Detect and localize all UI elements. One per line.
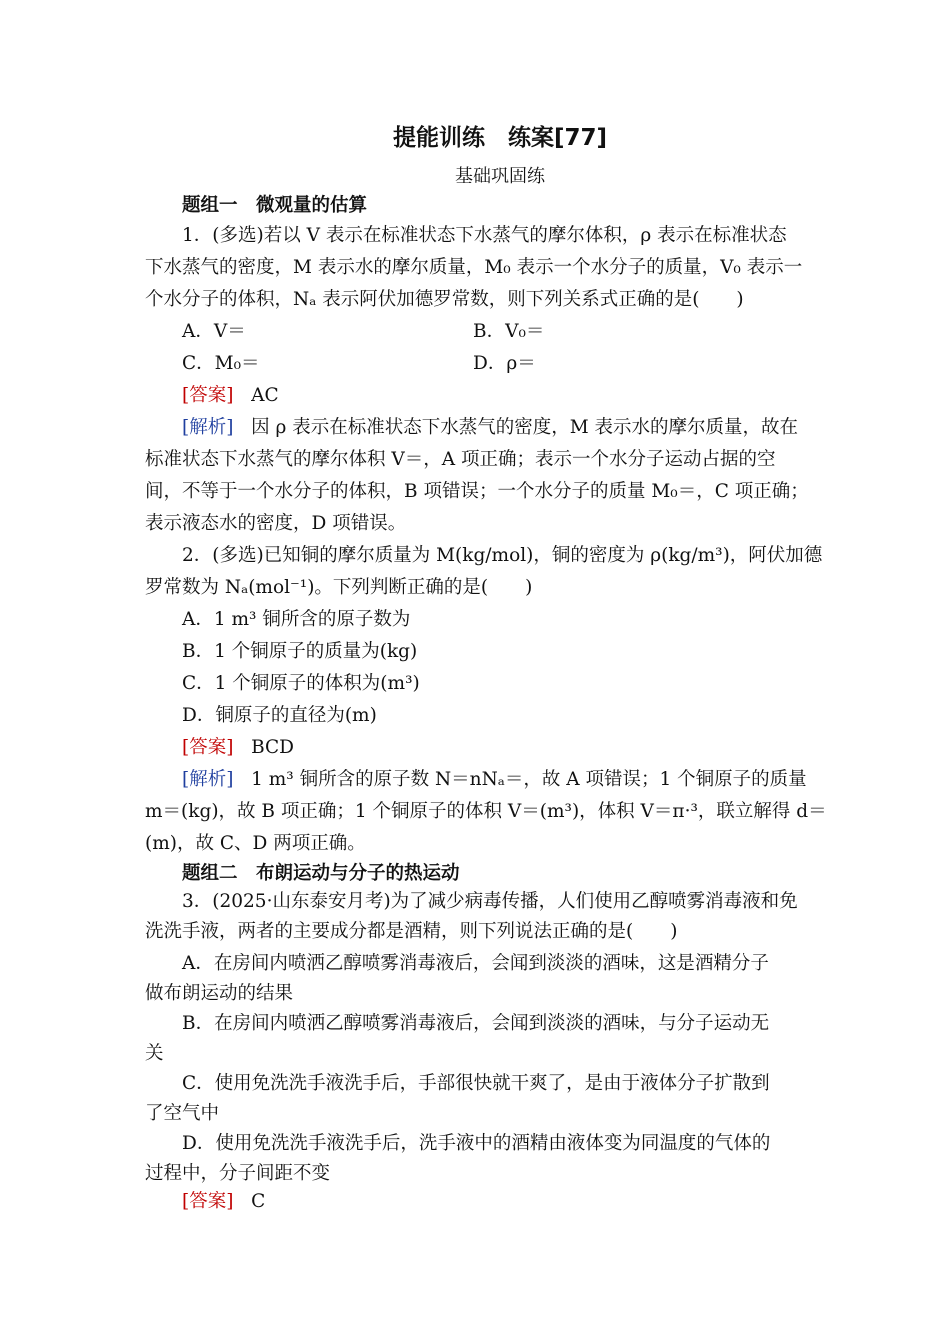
q1-option-b: B．V₀＝ bbox=[473, 321, 545, 342]
page-title: 提能训练 练案[77] bbox=[392, 125, 608, 151]
q1-line-2: 下水蒸气的密度，M 表示水的摩尔质量，M₀ 表示一个水分子的质量，V₀ 表示一 bbox=[145, 257, 803, 278]
explanation-text: 因 ρ 表示在标准状态下水蒸气的密度，M 表示水的摩尔质量，故在 bbox=[251, 417, 799, 438]
q3-answer-row bbox=[182, 1186, 265, 1218]
q2-explanation-line-1 bbox=[182, 764, 807, 796]
q2-line-1: 2．(多选)已知铜的摩尔质量为 M(kg/mol)，铜的密度为 ρ(kg/m³)，阿伏加德 bbox=[182, 545, 823, 566]
q1-line-1: 1．(多选)若以 V 表示在标准状态下水蒸气的摩尔体积，ρ 表示在标准状态 bbox=[182, 225, 787, 246]
q1-line-3: 个水分子的体积，Nₐ 表示阿伏加德罗常数，则下列关系式正确的是( ) bbox=[145, 289, 744, 310]
q1-explanation-line-1 bbox=[182, 412, 798, 444]
q3-option-c-line-2: 了空气中 bbox=[145, 1103, 220, 1124]
q1-option-d: D．ρ＝ bbox=[473, 353, 536, 374]
group-heading-2: 题组二 布朗运动与分子的热运动 bbox=[182, 863, 460, 884]
q3-option-b-line-1: B．在房间内喷洒乙醇喷雾消毒液后，会闻到淡淡的酒味，与分子运动无 bbox=[182, 1013, 770, 1034]
answer-tag: [答案] bbox=[182, 385, 234, 406]
q3-option-a-line-2: 做布朗运动的结果 bbox=[145, 983, 294, 1004]
q3-option-d-line-1: D．使用免洗洗手液洗手后，洗手液中的酒精由液体变为同温度的气体的 bbox=[182, 1133, 771, 1154]
q3-line-2: 洗洗手液，两者的主要成分都是酒精，则下列说法正确的是( ) bbox=[145, 921, 678, 942]
q3-option-d-line-2: 过程中，分子间距不变 bbox=[145, 1163, 331, 1184]
page-subtitle: 基础巩固练 bbox=[455, 166, 545, 187]
q2-option-d: D．铜原子的直径为(m) bbox=[182, 705, 377, 726]
q2-explanation-line-3: (m)，故 C、D 两项正确。 bbox=[145, 833, 366, 854]
q3-option-b-line-2: 关 bbox=[145, 1043, 164, 1064]
q2-option-b: B．1 个铜原子的质量为(kg) bbox=[182, 641, 418, 662]
answer-value: C bbox=[251, 1191, 266, 1212]
q1-option-c: C．M₀＝ bbox=[182, 353, 260, 374]
q2-option-a: A．1 m³ 铜所含的原子数为 bbox=[182, 609, 411, 630]
q1-explanation-line-2: 标准状态下水蒸气的摩尔体积 V＝，A 项正确；表示一个水分子运动占据的空 bbox=[145, 449, 776, 470]
q1-explanation-line-3: 间，不等于一个水分子的体积，B 项错误；一个水分子的质量 M₀＝，C 项正确； bbox=[145, 481, 809, 502]
q3-option-a-line-1: A．在房间内喷洒乙醇喷雾消毒液后，会闻到淡淡的酒味，这是酒精分子 bbox=[182, 953, 769, 974]
q2-line-2: 罗常数为 Nₐ(mol⁻¹)。下列判断正确的是( ) bbox=[145, 577, 533, 598]
explanation-tag: [解析] bbox=[182, 417, 234, 438]
q2-answer-row bbox=[182, 732, 294, 764]
q2-explanation-line-2: m＝(kg)，故 B 项正确；1 个铜原子的体积 V＝(m³)，体积 V＝π·³，联立解得 d＝ bbox=[145, 801, 827, 822]
answer-value: BCD bbox=[251, 737, 295, 758]
explanation-tag: [解析] bbox=[182, 769, 234, 790]
q1-explanation-line-4: 表示液态水的密度，D 项错误。 bbox=[145, 513, 407, 534]
answer-tag: [答案] bbox=[182, 737, 234, 758]
q2-option-c: C．1 个铜原子的体积为(m³) bbox=[182, 673, 420, 694]
q1-option-a: A．V＝ bbox=[182, 321, 246, 342]
answer-tag: [答案] bbox=[182, 1191, 234, 1212]
answer-value: AC bbox=[251, 385, 279, 406]
explanation-text: 1 m³ 铜所含的原子数 N＝nNₐ＝，故 A 项错误；1 个铜原子的质量 bbox=[251, 769, 807, 790]
q1-answer-row bbox=[182, 380, 279, 412]
q3-line-1: 3．(2025·山东泰安月考)为了减少病毒传播，人们使用乙醇喷雾消毒液和免 bbox=[182, 891, 798, 912]
group-heading-1: 题组一 微观量的估算 bbox=[182, 195, 368, 216]
q3-option-c-line-1: C．使用免洗洗手液洗手后，手部很快就干爽了，是由于液体分子扩散到 bbox=[182, 1073, 770, 1094]
